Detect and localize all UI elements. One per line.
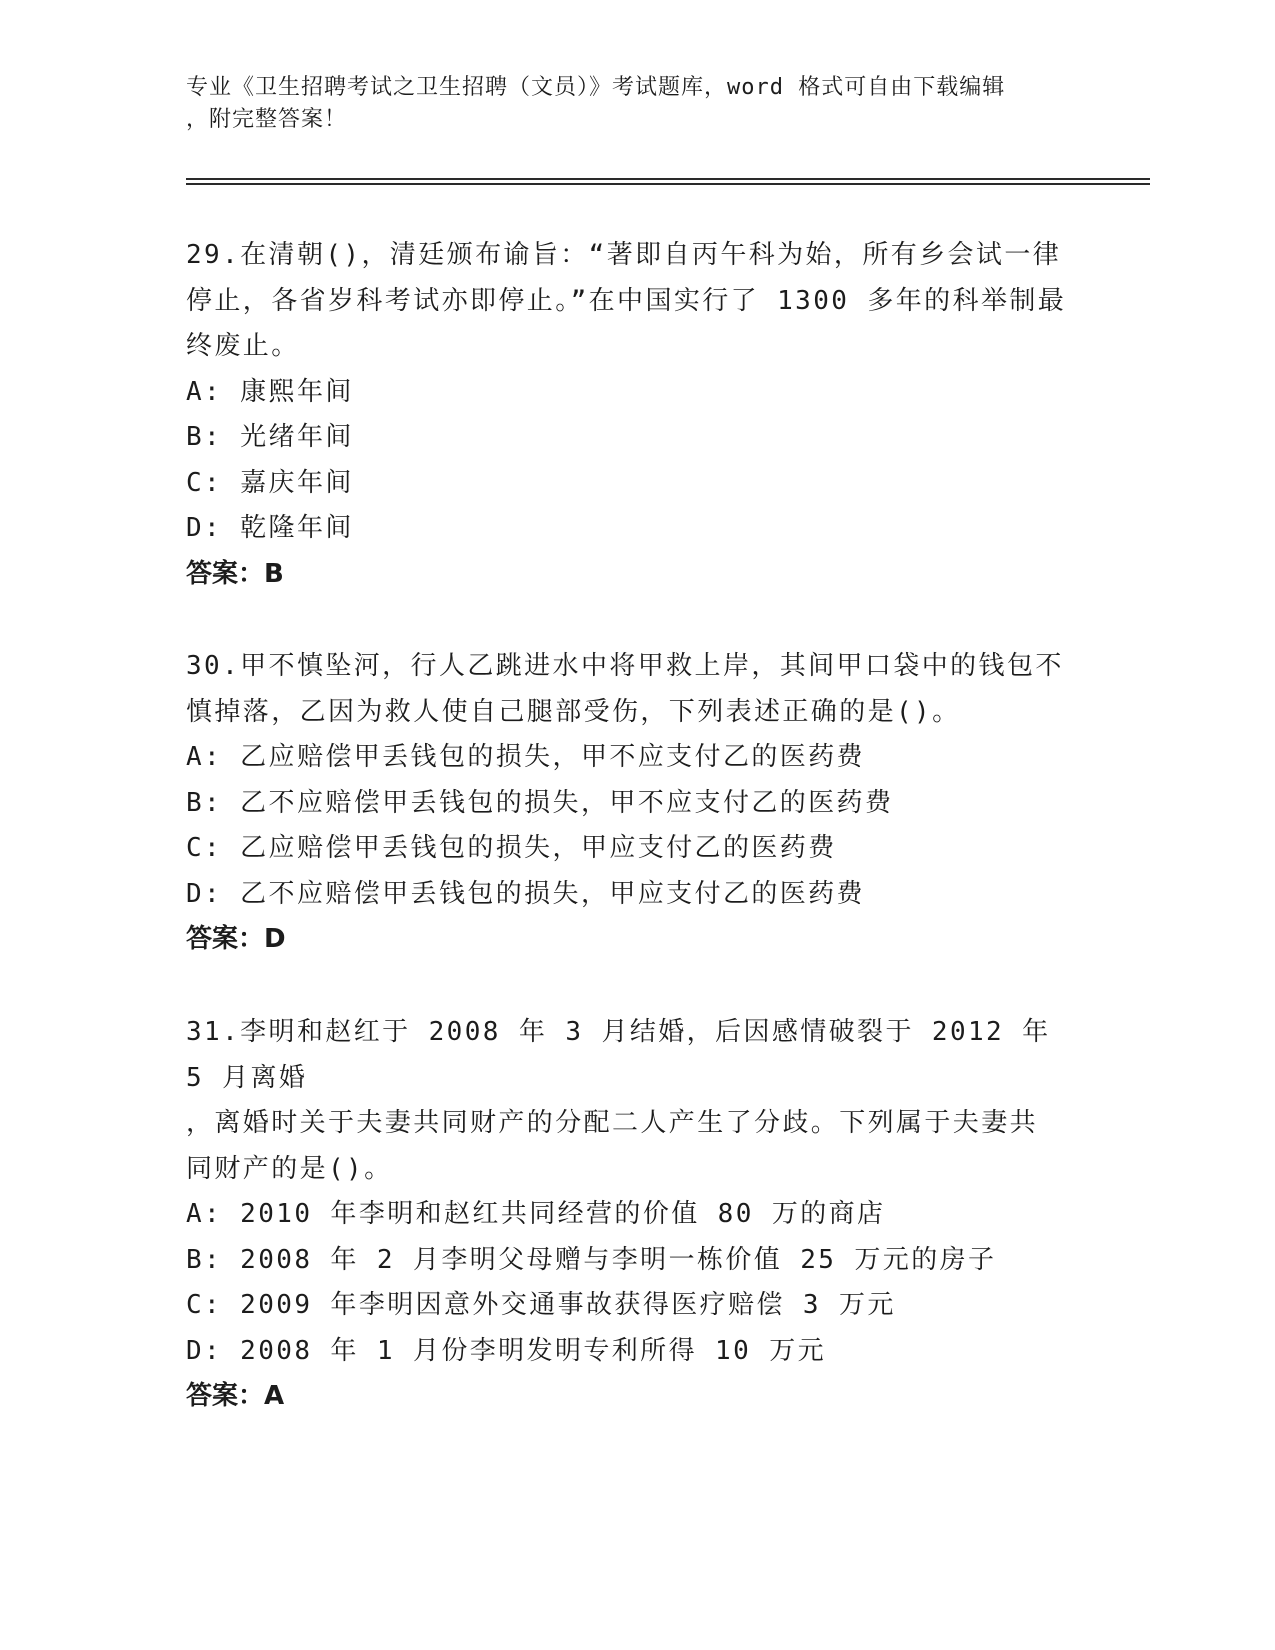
question-stem-line: 31.李明和赵红于 2008 年 3 月结婚，后因感情破裂于 2012 年 5 月离婚 xyxy=(186,1017,1069,1093)
header-divider-bottom xyxy=(186,183,1150,185)
option-a: A: 乙应赔偿甲丢钱包的损失，甲不应支付乙的医药费 xyxy=(186,742,865,772)
question-stem-line: 同财产的是()。 xyxy=(186,1153,393,1184)
option-d: D: 乾隆年间 xyxy=(186,513,354,543)
document-header xyxy=(186,72,1066,136)
option-b: B: 乙不应赔偿甲丢钱包的损失，甲不应支付乙的医药费 xyxy=(186,787,894,818)
question-29 xyxy=(186,233,1086,597)
question-stem-line: 慎掉落，乙因为救人使自己腿部受伤，下列表述正确的是()。 xyxy=(186,696,961,727)
option-c: C: 2009 年李明因意外交通事故获得医疗赔偿 3 万元 xyxy=(186,1290,896,1320)
option-a: A: 康熙年间 xyxy=(186,376,354,407)
option-d: D: 2008 年 1 月份李明发明专利所得 10 万元 xyxy=(186,1335,826,1366)
option-c: C: 乙应赔偿甲丢钱包的损失，甲应支付乙的医药费 xyxy=(186,833,837,863)
question-30 xyxy=(186,644,1086,963)
header-line-1: 专业《卫生招聘考试之卫生招聘（文员）》考试题库，word 格式可自由下载编辑 xyxy=(186,75,1006,100)
question-stem-line: 终废止。 xyxy=(186,331,300,361)
answer-line: 答案：B xyxy=(186,558,284,589)
option-a: A: 2010 年李明和赵红共同经营的价值 80 万的商店 xyxy=(186,1199,886,1229)
option-c: C: 嘉庆年间 xyxy=(186,467,354,498)
question-31 xyxy=(186,1010,1086,1420)
option-b: B: 光绪年间 xyxy=(186,422,354,452)
answer-line: 答案：A xyxy=(186,1381,285,1411)
header-divider-top xyxy=(186,178,1150,180)
answer-line: 答案：D xyxy=(186,924,286,954)
question-stem-line: ，离婚时关于夫妻共同财产的分配二人产生了分歧。下列属于夫妻共 xyxy=(186,1108,1039,1138)
option-b: B: 2008 年 2 月李明父母赠与李明一栋价值 25 万元的房子 xyxy=(186,1244,997,1275)
header-line-2: ，附完整答案！ xyxy=(186,107,348,132)
question-stem-line: 29.在清朝()，清廷颁布谕旨：“著即自丙午科为始，所有乡会试一律 xyxy=(186,240,1062,270)
option-d: D: 乙不应赔偿甲丢钱包的损失，甲应支付乙的医药费 xyxy=(186,878,865,909)
question-stem-line: 30.甲不慎坠河，行人乙跳进水中将甲救上岸，其间甲口袋中的钱包不 xyxy=(186,651,1064,681)
question-stem-line: 停止，各省岁科考试亦即停止。”在中国实行了 1300 多年的科举制最 xyxy=(186,285,1067,316)
